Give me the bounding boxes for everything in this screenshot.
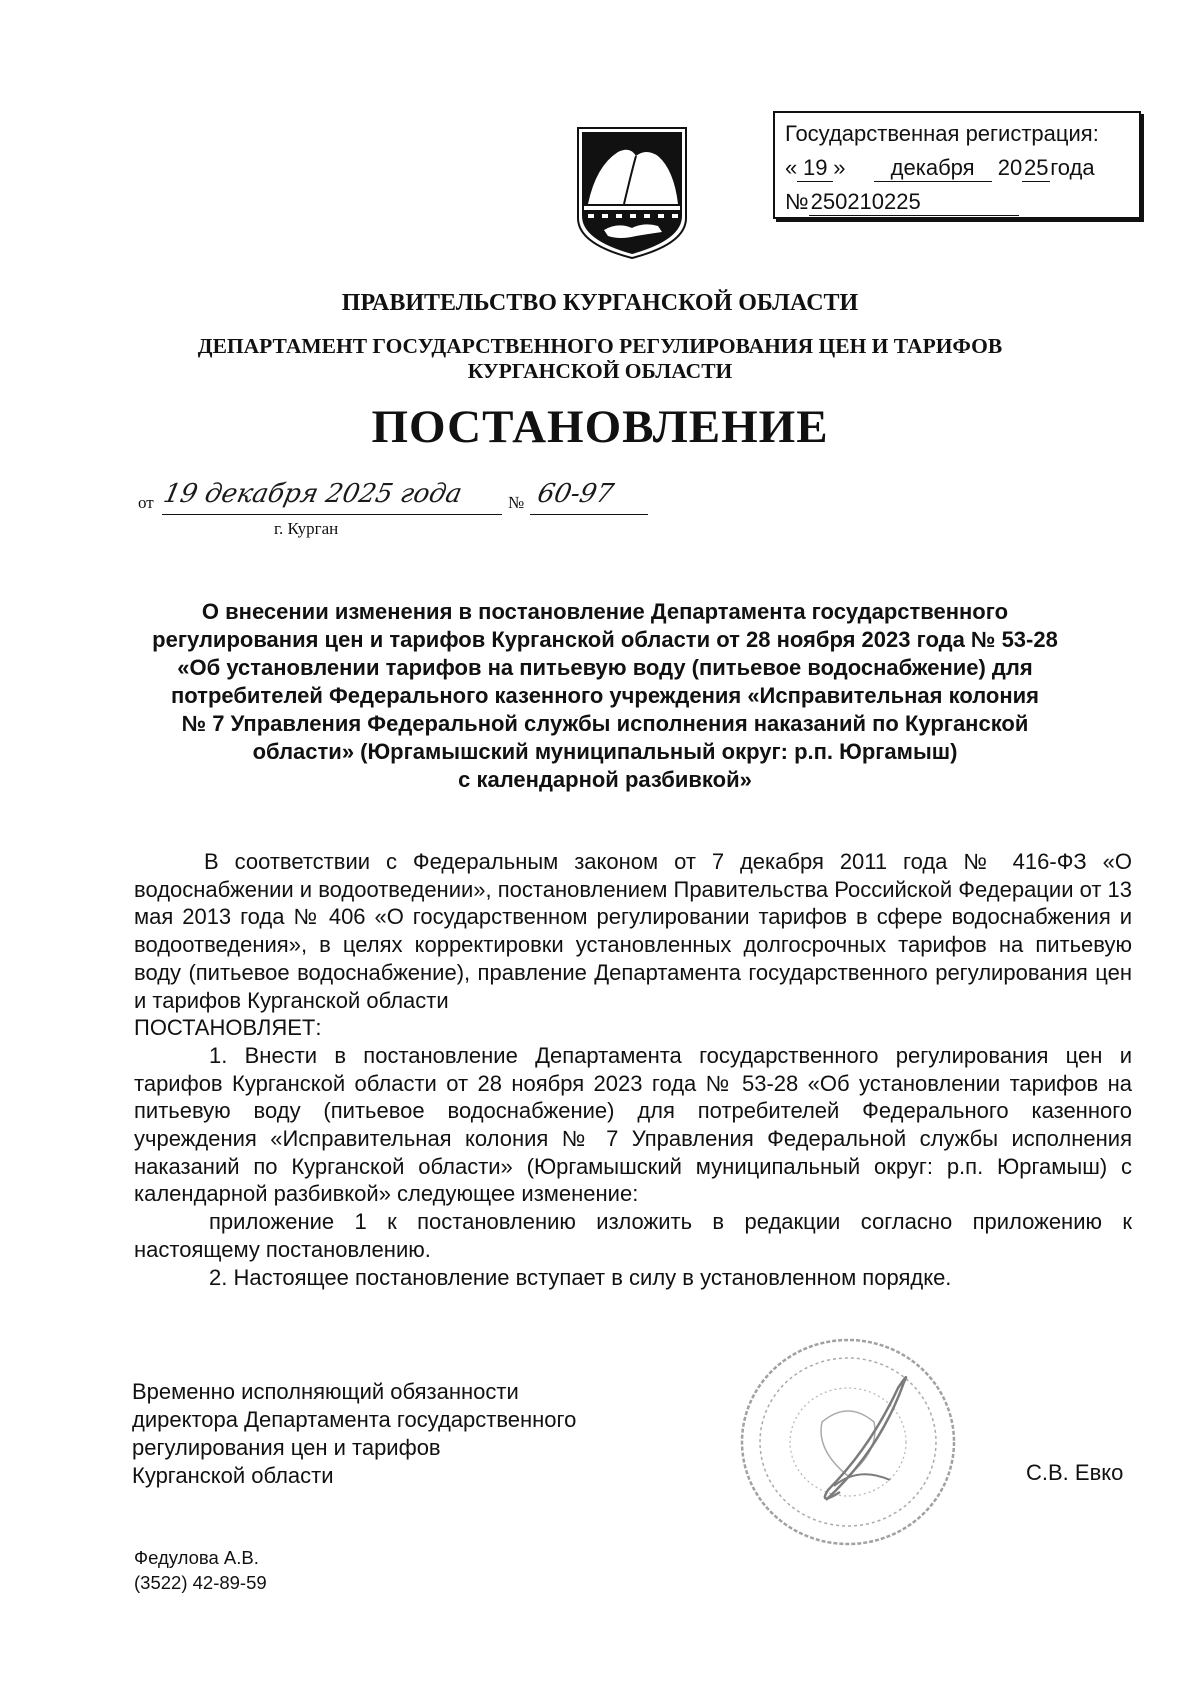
position-line: Временно исполняющий обязанности bbox=[132, 1379, 519, 1404]
number-label: № bbox=[508, 493, 525, 512]
registration-date: « 19 » декабря 2025года bbox=[785, 155, 1095, 180]
position-line: регулирования цен и тарифов bbox=[132, 1435, 441, 1460]
handwritten-date: 19 декабря 2025 года bbox=[160, 479, 465, 509]
item-2-paragraph: 2. Настоящее постановление вступает в силу в установленном порядке. bbox=[209, 1264, 952, 1290]
registration-box bbox=[773, 111, 1141, 219]
item-1-sub-paragraph: приложение 1 к постановлению изложить в редакции согласно приложению к настоящему постановлению. bbox=[134, 1209, 1132, 1262]
position-line: Курганской области bbox=[132, 1463, 334, 1488]
subject-line: регулирования цен и тарифов Курганской области от 28 ноября 2023 года № 53-28 bbox=[152, 627, 1058, 652]
subject-line: О внесении изменения в постановление Департамента государственного bbox=[201, 599, 1009, 624]
registration-number-line bbox=[785, 185, 1129, 219]
document-body bbox=[134, 848, 1132, 1291]
from-label: от bbox=[138, 493, 154, 512]
subject-line: области» (Юргамышский муниципальный округ: р.п. Юргамыш) bbox=[252, 739, 958, 764]
document-type-title: ПОСТАНОВЛЕНИЕ bbox=[371, 401, 829, 453]
city-label: г. Курган bbox=[274, 519, 339, 538]
coat-of-arms-icon bbox=[574, 126, 690, 260]
subject-line: № 7 Управления Федеральной службы исполнения наказаний по Курганской bbox=[181, 711, 1029, 736]
registration-day: 19 bbox=[797, 155, 833, 182]
registration-number: 250210225 bbox=[809, 189, 1019, 216]
executor-phone: (3522) 42-89-59 bbox=[134, 1572, 267, 1593]
subject-line: «Об установлении тарифов на питьевую воду (питьевое водоснабжение) для bbox=[177, 655, 1033, 680]
subject-line: с календарной разбивкой» bbox=[458, 767, 752, 792]
registration-label: Государственная регистрация: bbox=[785, 121, 1099, 146]
preamble-paragraph: В соответствии с Федеральным законом от 7 декабря 2011 года № 416-ФЗ «О водоснабжении и водоотведении», постановлением Правительства Российской Федерации от 13 мая 2013 года № 406 «О государственном регулировании тарифов в сфере водоснабжения и водоотведения», в целях корректировки установленных долгосрочных тарифов на питьевую воду (питьевое водоснабжение), правление Департамента государственного регулирования цен и тарифов Курганской области bbox=[134, 849, 1133, 1013]
registration-number-prefix: № bbox=[785, 189, 809, 214]
official-seal-stamp bbox=[730, 1330, 985, 1560]
registration-year-suffix: 25 bbox=[1023, 155, 1049, 180]
item-1-paragraph: 1. Внести в постановление Департамента государственного регулирования цен и тарифов Курганской области от 28 ноября 2023 года № 53-28 «Об установлении тарифов на питьевую воду (питьевое водоснабжение) для потребителей Федерального казенного учреждения «Исправительная колония № 7 Управления Федеральной службы исполнения наказаний по Курганской области» (Юргамышский муниципальный округ: р.п. Юргамыш) с календарной разбивкой» следующее изменение: bbox=[134, 1042, 1132, 1207]
document-subject bbox=[130, 598, 1080, 794]
signatory-name: С.В. Евко bbox=[1026, 1460, 1124, 1485]
department-line-1: ДЕПАРТАМЕНТ ГОСУДАРСТВЕННОГО РЕГУЛИРОВАНИЯ ЦЕН И ТАРИФОВ bbox=[197, 334, 1003, 358]
position-line: директора Департамента государственного bbox=[132, 1407, 577, 1432]
date-number-line bbox=[138, 479, 658, 545]
government-name: ПРАВИТЕЛЬСТВО КУРГАНСКОЙ ОБЛАСТИ bbox=[341, 290, 859, 316]
subject-line: потребителей Федерального казенного учреждения «Исправительная колония bbox=[170, 683, 1039, 708]
number-underline bbox=[530, 514, 648, 515]
registration-year-word: года bbox=[1050, 155, 1095, 180]
executor-name: Федулова А.В. bbox=[134, 1547, 259, 1568]
handwritten-number: 60-97 bbox=[534, 479, 617, 509]
registration-month: декабря bbox=[874, 155, 992, 182]
signatory-position bbox=[132, 1378, 672, 1490]
department-name bbox=[0, 334, 1200, 384]
registration-year-prefix: 20 bbox=[997, 155, 1023, 180]
executor-info bbox=[134, 1545, 267, 1595]
date-underline bbox=[162, 514, 502, 515]
department-line-2: КУРГАНСКОЙ ОБЛАСТИ bbox=[467, 359, 733, 383]
resolves-word: ПОСТАНОВЛЯЕТ: bbox=[134, 1015, 322, 1041]
